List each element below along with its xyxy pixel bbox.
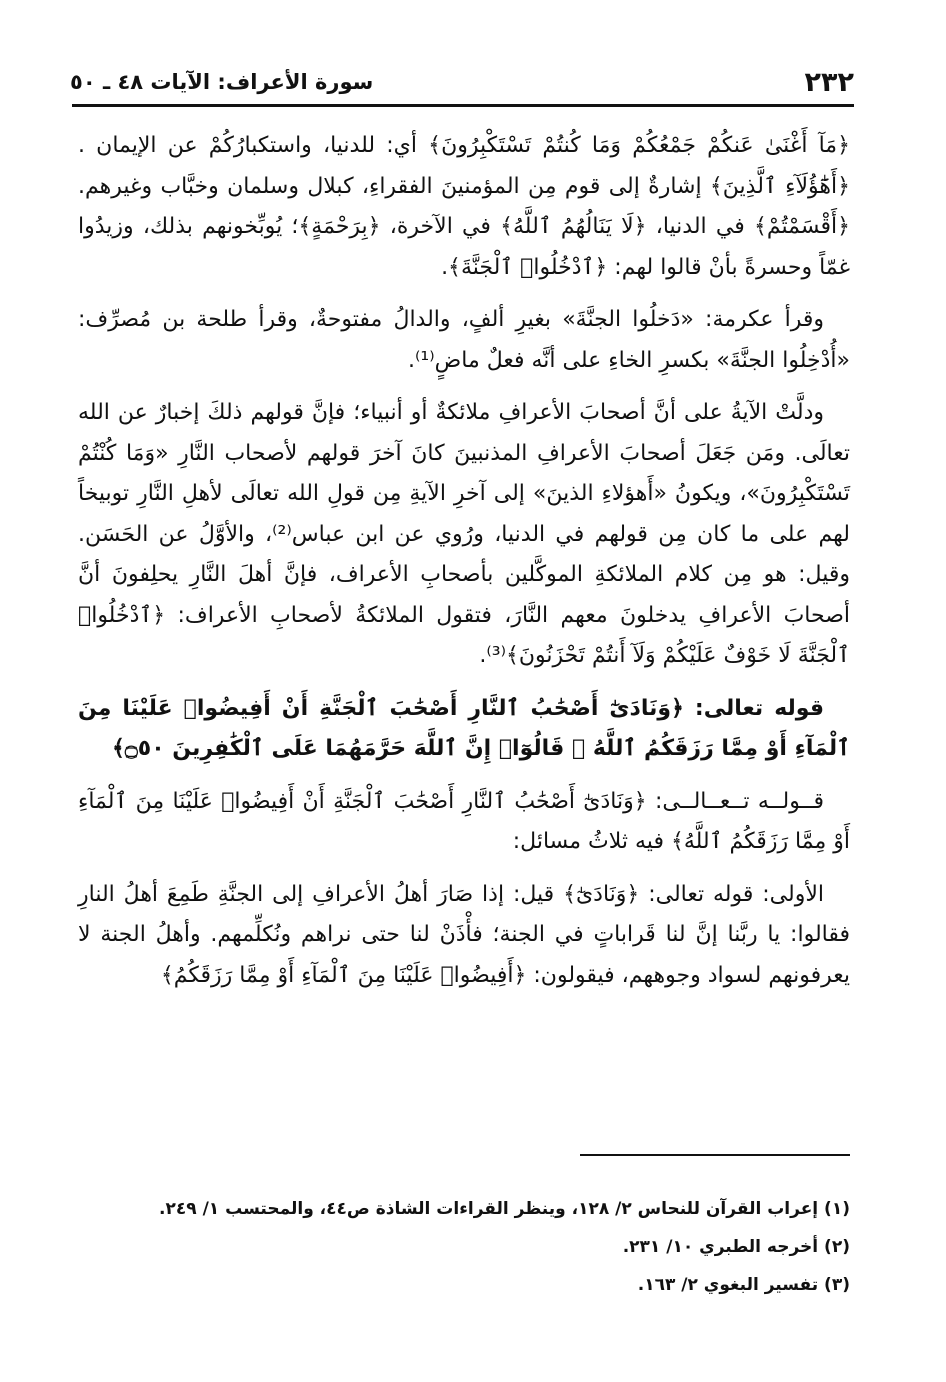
paragraph-4: قــولــه تــعــالــى: ﴿وَنَادَىٰٓ أَصْحَٰبُ ٱلنَّارِ أَصْحَٰبَ ٱلْجَنَّةِ أَنْ أَفِيضُوا۟ عَلَيْنَا مِنَ ٱلْمَآءِ أَوْ مِمَّا رَزَقَكُمُ ٱللَّهُ﴾ فيه ثلاثُ مسائل: — [78, 788, 850, 854]
header-rule — [72, 104, 854, 107]
footnote-1: (١) إعراب القرآن للنحاس ٢/ ١٢٨، وينظر القراءات الشاذة ص٤٤، والمحتسب ١/ ٢٤٩. — [159, 1199, 850, 1219]
footnote-2: (٢) أخرجه الطبري ١٠/ ٢٣١. — [622, 1237, 850, 1257]
footnote-rule — [580, 1154, 850, 1156]
paragraph-2: وقرأ عكرمة: «دَخلُوا الجنَّةَ» بغيرِ ألفٍ، والدالُ مفتوحةٌ، وقرأ طلحة بن مُصرِّف: «أُدْخِلُوا الجنَّةَ» بكسرِ الخاءِ على أنَّه فعلٌ ماضٍ⁽¹⁾. — [78, 307, 850, 373]
footnotes — [78, 1190, 850, 1304]
paragraph-3: ودلَّتْ الآيةُ على أنَّ أصحابَ الأعرافِ ملائكةٌ أو أنبياء؛ فإنَّ قولهم ذلكَ إخبارٌ عن الله تعالَى. ومَن جَعَلَ أصحابَ الأعرافِ المذنبينَ كانَ آخرَ قولهم لأصحاب النَّارِ «وَمَا كُنْتُمْ تَسْتَكْبِرُونَ»، ويكونُ «أَهؤلاءِ الذينَ» إلى آخرِ الآيةِ مِن قولِ الله تعالَى لأهلِ النَّارِ توبيخاً لهم على ما كان مِن قولهم في الدنيا، ورُوي عن ابن عباس⁽²⁾، والأوَّلُ عن الحَسَن. وقيل: هو مِن كلام الملائكةِ الموكَّلين بأصحابِ الأعراف، فإنَّ أهلَ النَّارِ يحلِفونَ أنَّ أصحابَ الأعرافِ يدخلونَ معهم النَّارَ، فتقول الملائكةُ لأصحابِ الأعراف: ﴿ٱدْخُلُوا۟ ٱلْجَنَّةَ لَا خَوْفٌ عَلَيْكُمْ وَلَآ أَنتُمْ تَحْزَنُونَ﴾⁽³⁾. — [78, 400, 850, 668]
header-title: سورة الأعراف: الآيات ٤٨ ـ ٥٠ — [70, 70, 374, 94]
main-text — [78, 126, 850, 1008]
paragraph-1: ﴿مَآ أَغْنَىٰ عَنكُمْ جَمْعُكُمْ وَمَا كُنتُمْ تَسْتَكْبِرُونَ﴾ أي: للدنيا، واستكبارُكُمْ عن الإيمان .﴿أَهَٰٓؤُلَآءِ ٱلَّذِينَ﴾ إشارةٌ إلى قوم مِن المؤمنينَ الفقراءِ، كبلال وسلمان وخبَّاب وغيرهم. ﴿أَقْسَمْتُمْ﴾ في الدنيا، ﴿لَا يَنَالُهُمُ ٱللَّهُ﴾ في الآخرة، ﴿بِرَحْمَةٍ﴾؛ يُوبِّخونهم بذلك، وزيدُوا غمّاً وحسرةً بأنْ قالوا لهم: ﴿ٱدْخُلُوا۟ ٱلْجَنَّةَ﴾. — [78, 133, 850, 280]
verse-heading: قوله تعالى: ﴿وَنَادَىٰٓ أَصْحَٰبُ ٱلنَّارِ أَصْحَٰبَ ٱلْجَنَّةِ أَنْ أَفِيضُوا۟ عَلَيْنَا مِنَ ٱلْمَآءِ أَوْ مِمَّا رَزَقَكُمُ ٱللَّهُ ۚ قَالُوٓا۟ إِنَّ ٱللَّهَ حَرَّمَهُمَا عَلَى ٱلْكَٰفِرِينَ ۝٥٠﴾ — [78, 695, 850, 761]
footnote-3: (٣) تفسير البغوي ٢/ ١٦٣. — [637, 1275, 850, 1295]
page-number: ٢٣٢ — [804, 66, 854, 98]
running-header — [70, 62, 854, 102]
paragraph-5: الأولى: قوله تعالى: ﴿وَنَادَىٰٓ﴾ قيل: إذا صَارَ أهلُ الأعرافِ إلى الجنَّةِ طَمِعَ أهلُ النارِ فقالوا: يا ربَّنا إنَّ لنا قَراباتٍ في الجنة؛ فأْذَنْ لنا حتى نراهم ونُكلِّمهم. وأهلُ الجنة لا يعرفونهم لسواد وجوههم، فيقولون: ﴿أَفِيضُوا۟ عَلَيْنَا مِنَ ٱلْمَآءِ أَوْ مِمَّا رَزَقَكُمُ﴾ — [78, 881, 850, 988]
